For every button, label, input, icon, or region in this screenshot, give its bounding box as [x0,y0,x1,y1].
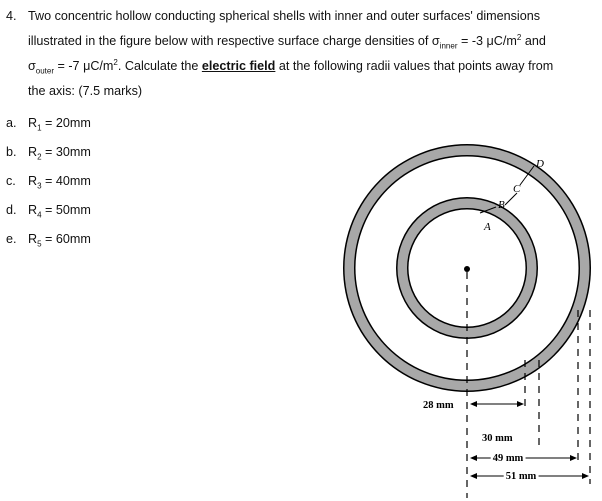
dim-arrow-28 [470,401,524,407]
label-a: A [484,221,491,233]
question-line-1: 4. Two concentric hollow conducting spherical shells with inner and outer surfaces' dimensions [6,4,598,29]
question-line-4: the axis: (7.5 marks) [28,84,143,98]
emphasis-electric-field: electric field [201,59,276,73]
dim-label-28: 28 mm [423,400,454,411]
dim-label-51: 51 mm [505,471,537,482]
question-line-2: illustrated in the figure below with respective surface charge densities of $\sigma_{inner} = -3$ $\mu C/m^2$ and [28,32,546,51]
question-line-3: $\sigma_{outer} = -7$ $\mu C/m^2$. Calculate the electric field at the following radii values that points away from [28,57,554,76]
center-point [464,266,470,272]
label-c: C [513,183,521,195]
dim-label-49: 49 mm [492,453,524,464]
label-d: D [536,158,544,170]
dim-label-30: 30 mm [482,433,513,444]
question-number: 4. [6,9,17,23]
label-b: B [498,199,505,211]
